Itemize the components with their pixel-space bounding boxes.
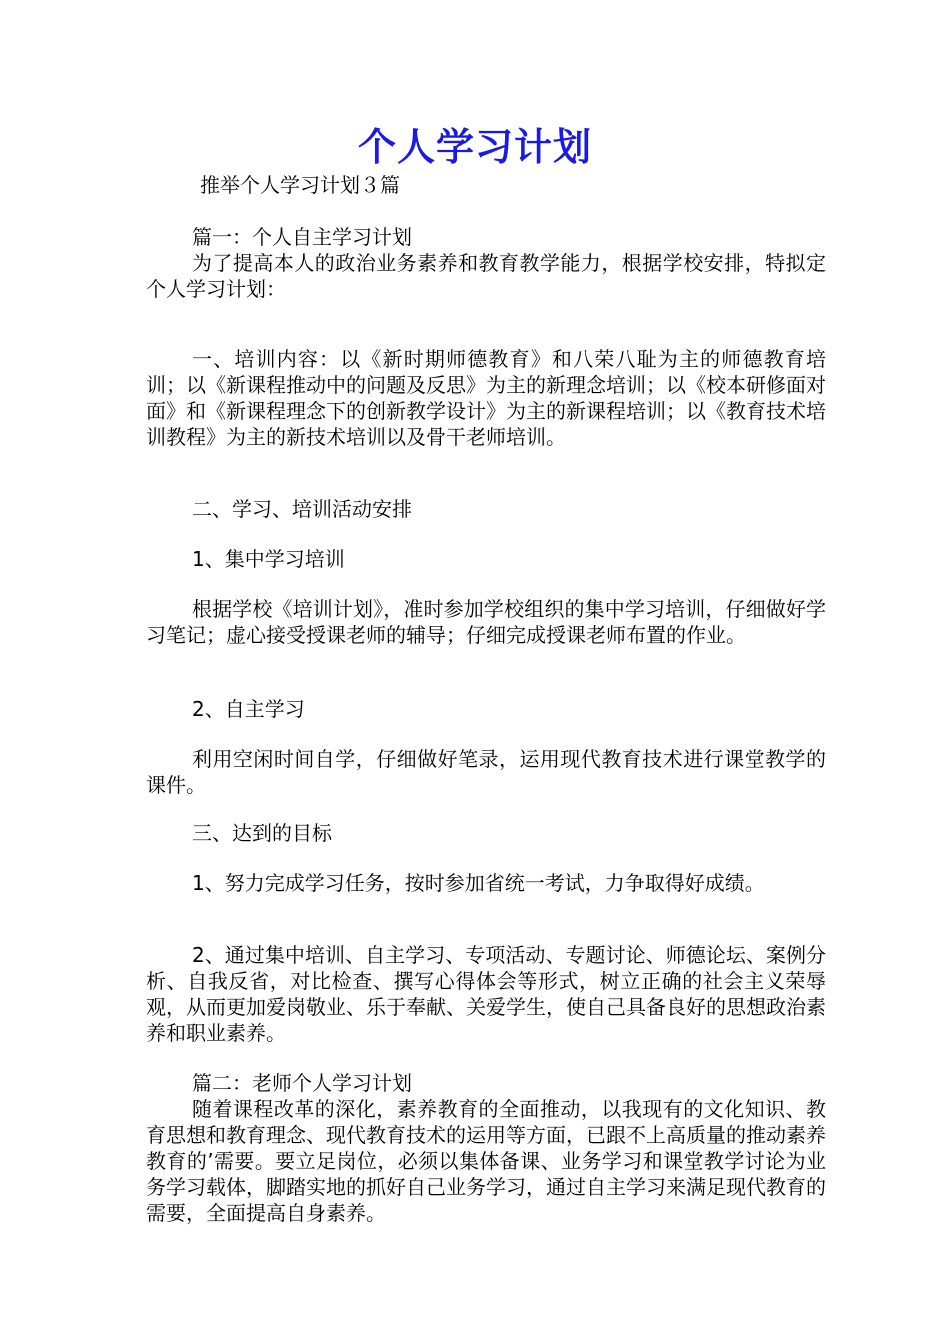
subheading-self-study: 2、自主学习 (192, 697, 305, 721)
document-title: 个人学习计划 (357, 124, 592, 169)
paragraph-self-study: 利用空闲时间自学，仔细做好笔录，运用现代教育技术进行课堂教学的课件。 (146, 747, 826, 797)
paragraph-intro: 为了提高本人的政治业务素养和教育教学能力，根据学校安排，特拟定个人学习计划： (146, 251, 826, 301)
section-heading-arrangement: 二、学习、培训活动安排 (192, 497, 412, 521)
paragraph-goal-1: 1、努力完成学习任务，按时参加省统一考试，力争取得好成绩。 (192, 871, 765, 895)
paragraph-teacher-plan: 随着课程改革的深化，素养教育的全面推动，以我现有的文化知识、教育思想和教育理念、现代教育技术的运用等方面，已跟不上高质量的推动素养教育的’需要。要立足岗位，必须以集体备课、业务学习和课堂教学讨论为业务学习载体，脚踏实地的抓好自己业务学习，通过自主学习来满足现代教育的需要，全面提高自身素养。 (146, 1097, 826, 1225)
document-subtitle: 推举个人学习计划３篇 (200, 173, 400, 197)
section-heading-1: 篇一：个人自主学习计划 (192, 225, 412, 249)
section-heading-goals: 三、达到的目标 (192, 821, 332, 845)
paragraph-training-content: 一、培训内容：以《新时期师德教育》和八荣八耻为主的师德教育培训；以《新课程推动中的问题及反思》为主的新理念培训；以《校本研修面对面》和《新课程理念下的创新教学设计》为主的新课程培训；以《教育技术培训教程》为主的新技术培训以及骨干老师培训。 (146, 347, 826, 449)
paragraph-centralized-training: 根据学校《培训计划》，准时参加学校组织的集中学习培训，仔细做好学习笔记；虚心接受授课老师的辅导；仔细完成授课老师布置的作业。 (146, 597, 826, 647)
paragraph-goal-2: 2、通过集中培训、自主学习、专项活动、专题讨论、师德论坛、案例分析、自我反省，对比检查、撰写心得体会等形式，树立正确的社会主义荣辱观，从而更加爱岗敬业、乐于奉献、关爱学生，使自己具备良好的思想政治素养和职业素养。 (146, 943, 826, 1045)
subheading-centralized-training: 1、集中学习培训 (192, 547, 345, 571)
section-heading-2: 篇二：老师个人学习计划 (192, 1071, 412, 1095)
